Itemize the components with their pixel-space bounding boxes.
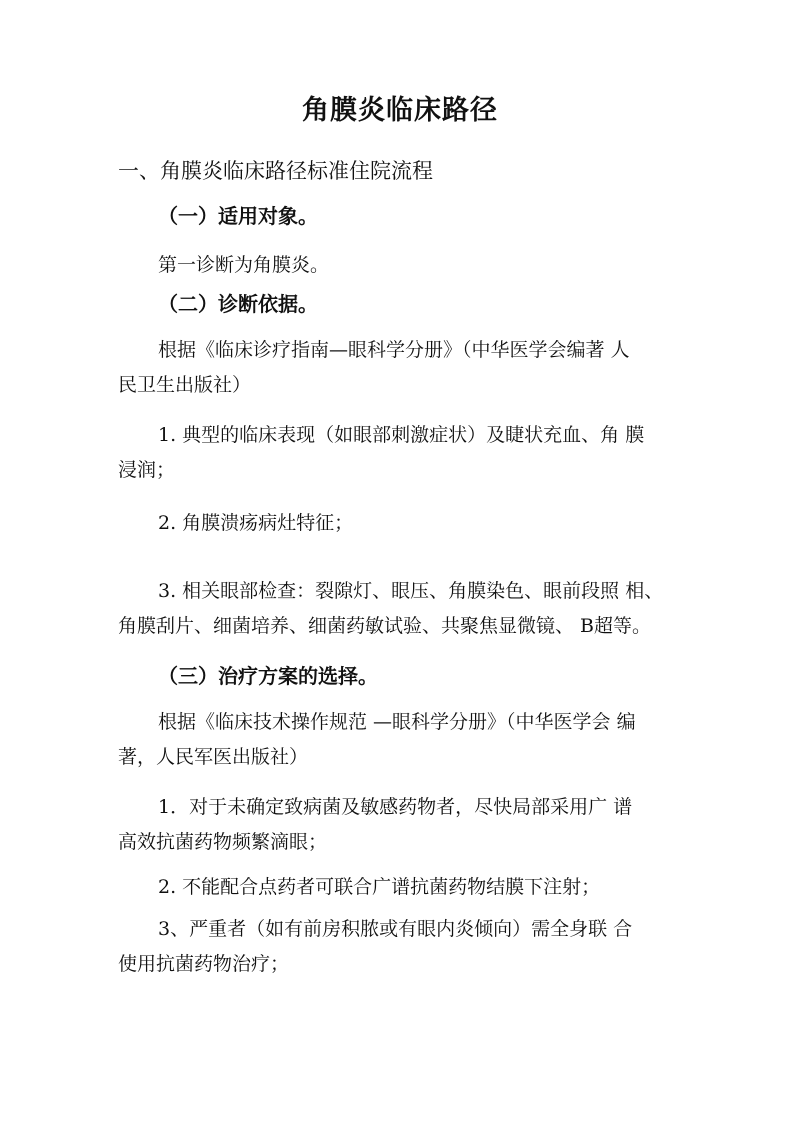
subsection-heading-diagnosis: （二）诊断依据。 [158, 292, 318, 316]
diagnosis-item-3-line-2: 角膜刮片、细菌培养、细菌药敏试验、共聚焦显微镜、 B超等。 [118, 615, 652, 637]
diagnosis-item-2 [118, 506, 698, 541]
treatment-item-1-line-1: 1．对于未确定致病菌及敏感药物者，尽快局部采用广 谱 [158, 796, 633, 818]
diagnosis-item-1-line-2: 浸润； [118, 459, 176, 481]
subsection-heading-scope: （一）适用对象。 [158, 204, 318, 228]
diagnosis-intro-line-1: 根据《临床诊疗指南—眼科学分册》（中华医学会编著 人 [158, 339, 630, 361]
scope-text: 第一诊断为角膜炎。 [158, 254, 330, 276]
diagnosis-intro-line-2: 民卫生出版社） [118, 374, 252, 396]
treatment-item-2 [118, 870, 698, 905]
treatment-intro-line-2: 著，人民军医出版社） [118, 746, 309, 768]
treatment-item-3-line-1: 3、严重者（如有前房积脓或有眼内炎倾向）需全身联 合 [158, 918, 633, 940]
diagnosis-item-1-line-1: 1. 典型的临床表现（如眼部刺激症状）及睫状充血、角 膜 [158, 424, 645, 446]
document-title: 角膜炎临床路径 [302, 95, 498, 126]
treatment-item-2-text: 2. 不能配合点药者可联合广谱抗菌药物结膜下注射； [158, 876, 601, 898]
treatment-item-1-line-2: 高效抗菌药物频繁滴眼； [118, 831, 328, 853]
diagnosis-item-3 [118, 574, 698, 644]
treatment-intro-paragraph [118, 705, 698, 775]
diagnosis-item-2-text: 2. 角膜溃疡病灶特征； [158, 512, 354, 534]
treatment-intro-line-1: 根据《临床技术操作规范 —眼科学分册》（中华医学会 编 [158, 711, 636, 733]
subsection-heading-treatment: （三）治疗方案的选择。 [158, 664, 378, 688]
treatment-item-3-line-2: 使用抗菌药物治疗； [118, 953, 290, 975]
diagnosis-item-3-line-1: 3. 相关眼部检查：裂隙灯、眼压、角膜染色、眼前段照 相、 [158, 580, 664, 602]
treatment-item-1 [118, 790, 698, 860]
section-heading-1: 一、角膜炎临床路径标准住院流程 [118, 159, 433, 183]
diagnosis-item-1 [118, 418, 698, 488]
diagnosis-intro-paragraph [118, 333, 698, 403]
scope-paragraph [118, 248, 698, 283]
treatment-item-3 [118, 912, 698, 982]
